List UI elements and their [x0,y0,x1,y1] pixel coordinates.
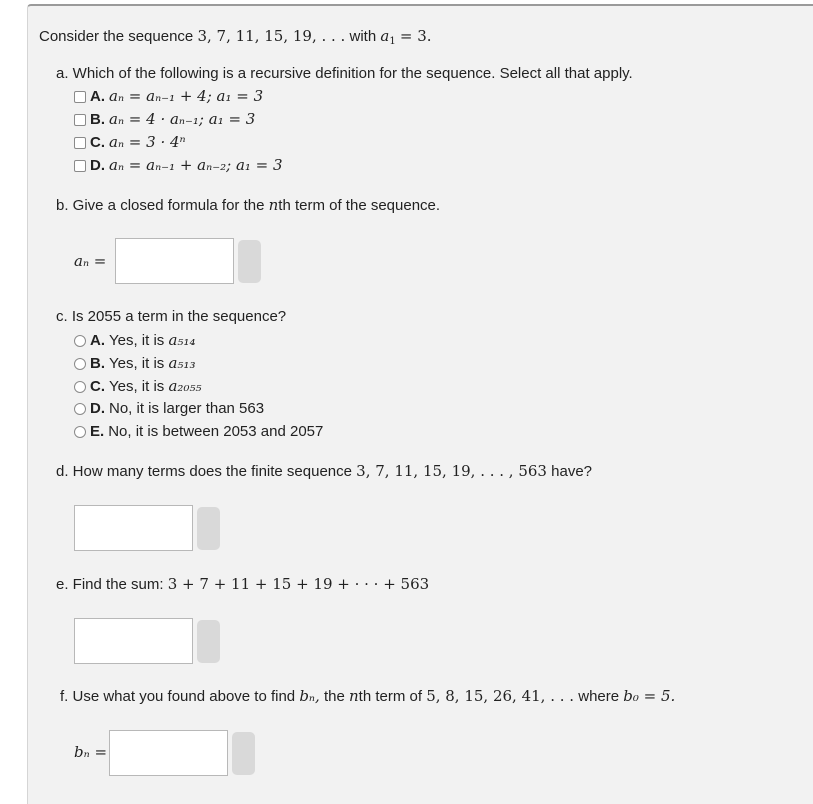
option-expr: aₙ = aₙ₋₁ + aₙ₋₂; a₁ = 3 [109,156,283,174]
part-a-question: a. Which of the following is a recursive definition for the sequence. Select all that apply. [56,65,633,82]
checkbox[interactable] [74,91,86,103]
radio-button[interactable] [74,335,86,347]
option-expr: aₙ = 3 · 4ⁿ [109,133,186,151]
intro-sequence: 3, 7, 11, 15, 19, . . . [197,27,346,45]
part-a-option-c[interactable]: C. aₙ = 3 · 4ⁿ [74,133,186,151]
radio-button[interactable] [74,403,86,415]
radio-button[interactable] [74,426,86,438]
part-c-option-a[interactable]: A. Yes, it is a₅₁₄ [74,331,195,349]
checkbox[interactable] [74,114,86,126]
radio-button[interactable] [74,358,86,370]
part-d-question: d. How many terms does the finite sequence 3, 7, 11, 15, 19, . . . , 563 have? [56,462,593,480]
option-term: a₅₁₄ [168,331,196,349]
part-c-option-c[interactable]: C. Yes, it is a₂₀₅₅ [74,377,201,395]
intro-with: with [349,28,377,45]
part-b-help-button[interactable] [238,240,261,283]
radio-button[interactable] [74,381,86,393]
intro-a1-sub: 1 [389,36,396,47]
part-a-option-a[interactable]: A. aₙ = aₙ₋₁ + 4; a₁ = 3 [74,87,263,105]
part-c-option-b[interactable]: B. Yes, it is a₅₁₃ [74,354,195,372]
intro-a1: a [380,27,390,45]
part-d-answer-input[interactable] [74,505,193,551]
part-b-input-label: aₙ = [74,252,107,270]
option-expr: aₙ = 4 · aₙ₋₁; a₁ = 3 [109,110,256,128]
part-f-help-button[interactable] [232,732,255,775]
checkbox[interactable] [74,160,86,172]
option-term: a₂₀₅₅ [168,377,202,395]
part-e-help-button[interactable] [197,620,220,663]
intro-text: Consider the sequence [39,28,194,45]
intro-a1-eq: = 3. [399,27,432,45]
checkbox[interactable] [74,137,86,149]
part-f-input-label: bₙ = [74,743,108,761]
part-b-question: b. Give a closed formula for the nth term of the sequence. [56,196,441,214]
option-term: a₅₁₃ [168,354,196,372]
part-c-question: c. Is 2055 a term in the sequence? [56,308,287,325]
part-a-option-b[interactable]: B. aₙ = 4 · aₙ₋₁; a₁ = 3 [74,110,255,128]
part-c-option-d[interactable]: D. No, it is larger than 563 [74,400,264,417]
part-c-option-e[interactable]: E. No, it is between 2053 and 2057 [74,423,323,440]
part-f-question: f. Use what you found above to find bₙ, the nth term of 5, 8, 15, 26, 41, . . . where b₀ = 5. [60,687,676,705]
option-expr: aₙ = aₙ₋₁ + 4; a₁ = 3 [109,87,264,105]
part-b-answer-input[interactable] [115,238,234,284]
part-a-option-d[interactable]: D. aₙ = aₙ₋₁ + aₙ₋₂; a₁ = 3 [74,156,283,174]
part-e-question: e. Find the sum: 3 + 7 + 11 + 15 + 19 + · · · + 563 [56,575,430,593]
intro-line [39,27,432,47]
part-e-answer-input[interactable] [74,618,193,664]
part-f-answer-input[interactable] [109,730,228,776]
part-d-help-button[interactable] [197,507,220,550]
